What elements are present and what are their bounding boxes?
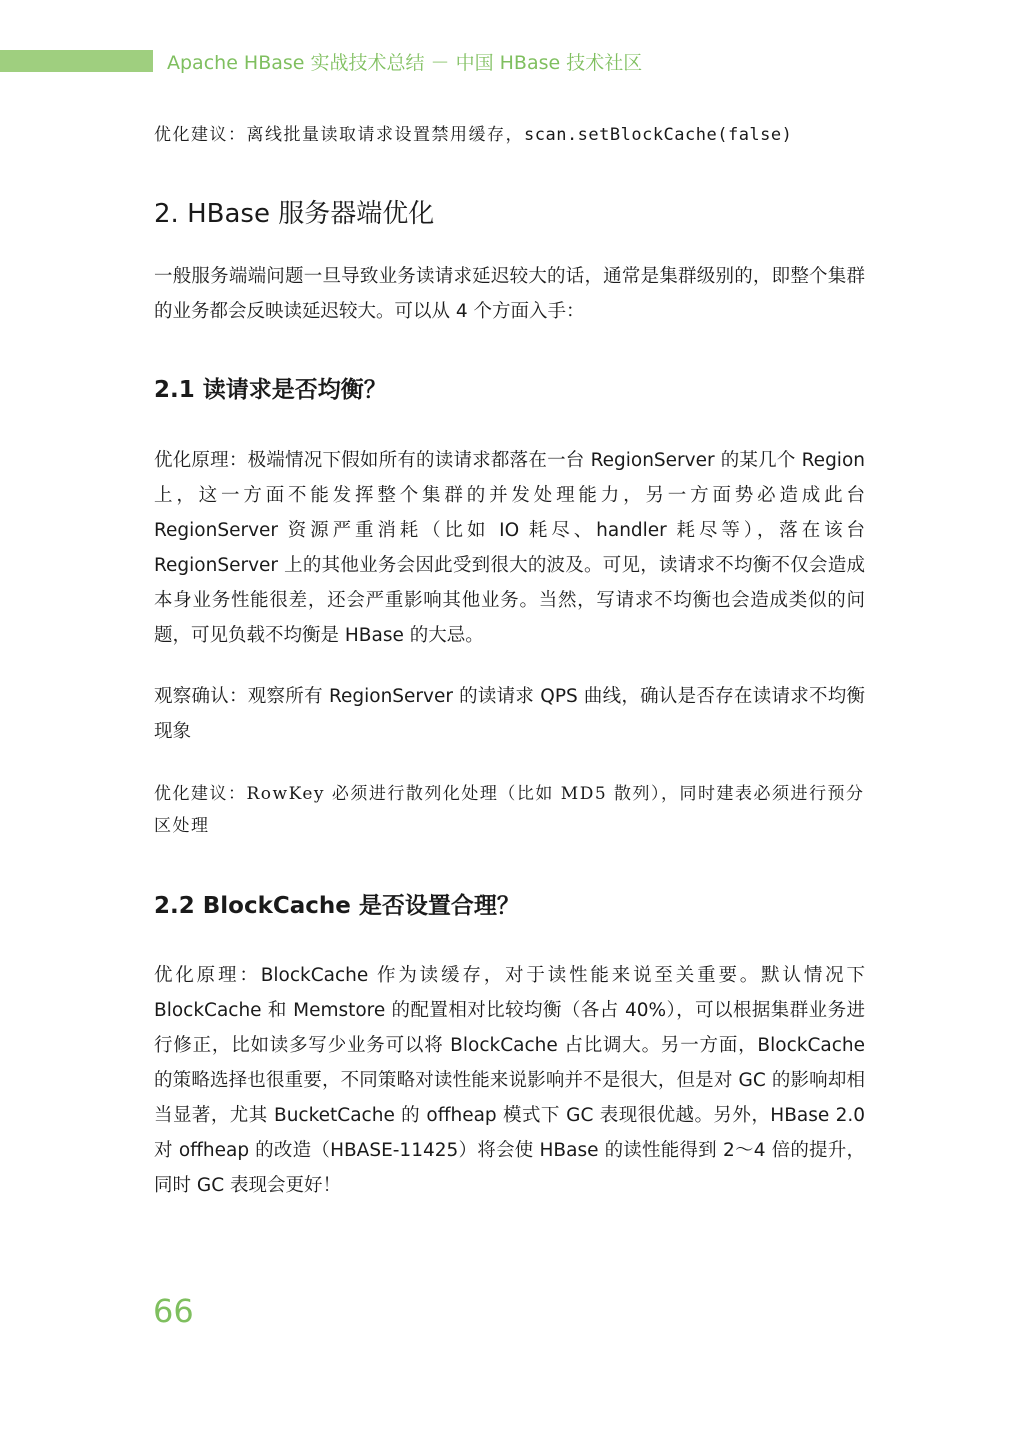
note-code: scan.setBlockCache(false) xyxy=(524,125,793,145)
section-2-1-observe-block xyxy=(154,679,865,749)
principle-paragraph: 优化原理：极端情况下假如所有的读请求都落在一台 RegionServer 的某几个 Region 上，这一方面不能发挥整个集群的并发处理能力，另一方面势必造成此台 RegionServer 资源严重消耗（比如 IO 耗尽、handler 耗尽等），落在该台 RegionServer 上的其他业务会因此受到很大的波及。可见，读请求不均衡不仅会造成本身业务性能很差，还会严重影响其他业务。当然，写请求不均衡也会造成类似的问题，可见负载不均衡是 HBase 的大忌。 xyxy=(154,450,865,646)
principle-paragraph: 优化原理：BlockCache 作为读缓存，对于读性能来说至关重要。默认情况下 BlockCache 和 Memstore 的配置相对比较均衡（各占 40%），可以根据集群业务进行修正，比如读多写少业务可以将 BlockCache 占比调大。另一方面，BlockCache 的策略选择也很重要，不同策略对读性能来说影响并不是很大，但是对 GC 的影响却相当显著，尤其 BucketCache 的 offheap 模式下 GC 表现很优越。另外，HBase 2.0 对 offheap 的改造（HBASE-11425）将会使 HBase 的读性能得到 2～4 倍的提升，同时 GC 表现会更好！ xyxy=(154,965,865,1196)
top-suggestion-note xyxy=(154,119,865,151)
subsection-heading: 2.1 读请求是否均衡？ xyxy=(154,377,387,403)
page-number: 66 xyxy=(153,1292,194,1330)
header-accent-bar xyxy=(0,50,153,72)
section-2-1-principle-block xyxy=(154,443,865,653)
observe-paragraph: 观察确认：观察所有 RegionServer 的读请求 QPS 曲线，确认是否存在读请求不均衡现象 xyxy=(154,686,865,742)
running-header-title: Apache HBase 实战技术总结 － 中国 HBase 技术社区 xyxy=(167,52,643,74)
note-label: 优化建议：离线批量读取请求设置禁用缓存， xyxy=(154,125,524,145)
subsection-heading: 2.2 BlockCache 是否设置合理？ xyxy=(154,893,520,919)
section-2-intro-block xyxy=(154,259,865,329)
section-2-1-suggestion-block xyxy=(154,778,865,842)
section-intro-paragraph: 一般服务端端问题一旦导致业务读请求延迟较大的话，通常是集群级别的，即整个集群的业务都会反映读延迟较大。可以从 4 个方面入手： xyxy=(154,266,865,322)
section-2-1-heading-block xyxy=(154,374,865,406)
section-2-heading-block xyxy=(154,197,865,231)
section-2-2-heading-block xyxy=(154,890,865,922)
section-2-2-principle-block xyxy=(154,958,865,1203)
section-heading: 2. HBase 服务器端优化 xyxy=(154,199,435,229)
suggestion-paragraph: 优化建议：RowKey 必须进行散列化处理（比如 MD5 散列），同时建表必须进行预分区处理 xyxy=(154,784,865,836)
